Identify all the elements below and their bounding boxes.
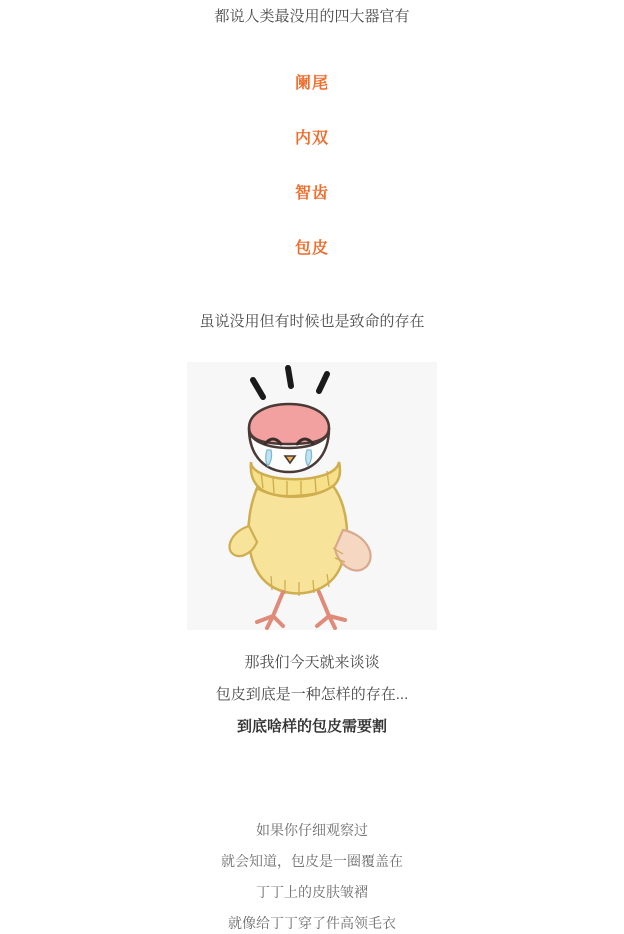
after-figure-text: [0, 652, 624, 737]
intro-line: 都说人类最没用的四大器官有: [214, 8, 410, 25]
tail-line-1: 如果你仔细观察过: [256, 821, 368, 838]
chick-illustration-svg: [187, 362, 437, 630]
subline: 虽说没用但有时候也是致命的存在: [199, 312, 425, 330]
keyword-appendix: 阑尾: [294, 74, 329, 92]
keyword-inner-eyelid: 内双: [294, 129, 329, 147]
crying-chick-in-turtleneck-illustration: [187, 362, 437, 630]
after-figure-line-3: 到底啥样的包皮需要割: [236, 717, 387, 735]
tail-line-3: 丁丁上的皮肤皱褶: [256, 884, 368, 901]
after-figure-line-1: 那我们今天就来谈谈: [244, 654, 380, 672]
keyword-foreskin: 包皮: [294, 240, 329, 258]
figure-container: [0, 362, 624, 630]
keyword-wisdom-tooth: 智齿: [294, 185, 329, 203]
tail-line-4: 就像给丁丁穿了件高领毛衣: [228, 915, 396, 932]
after-figure-line-2: 包皮到底是一种怎样的存在...: [215, 686, 409, 703]
tail-line-2: 就会知道，包皮是一圈覆盖在: [221, 852, 403, 869]
tail-text: [0, 820, 624, 934]
